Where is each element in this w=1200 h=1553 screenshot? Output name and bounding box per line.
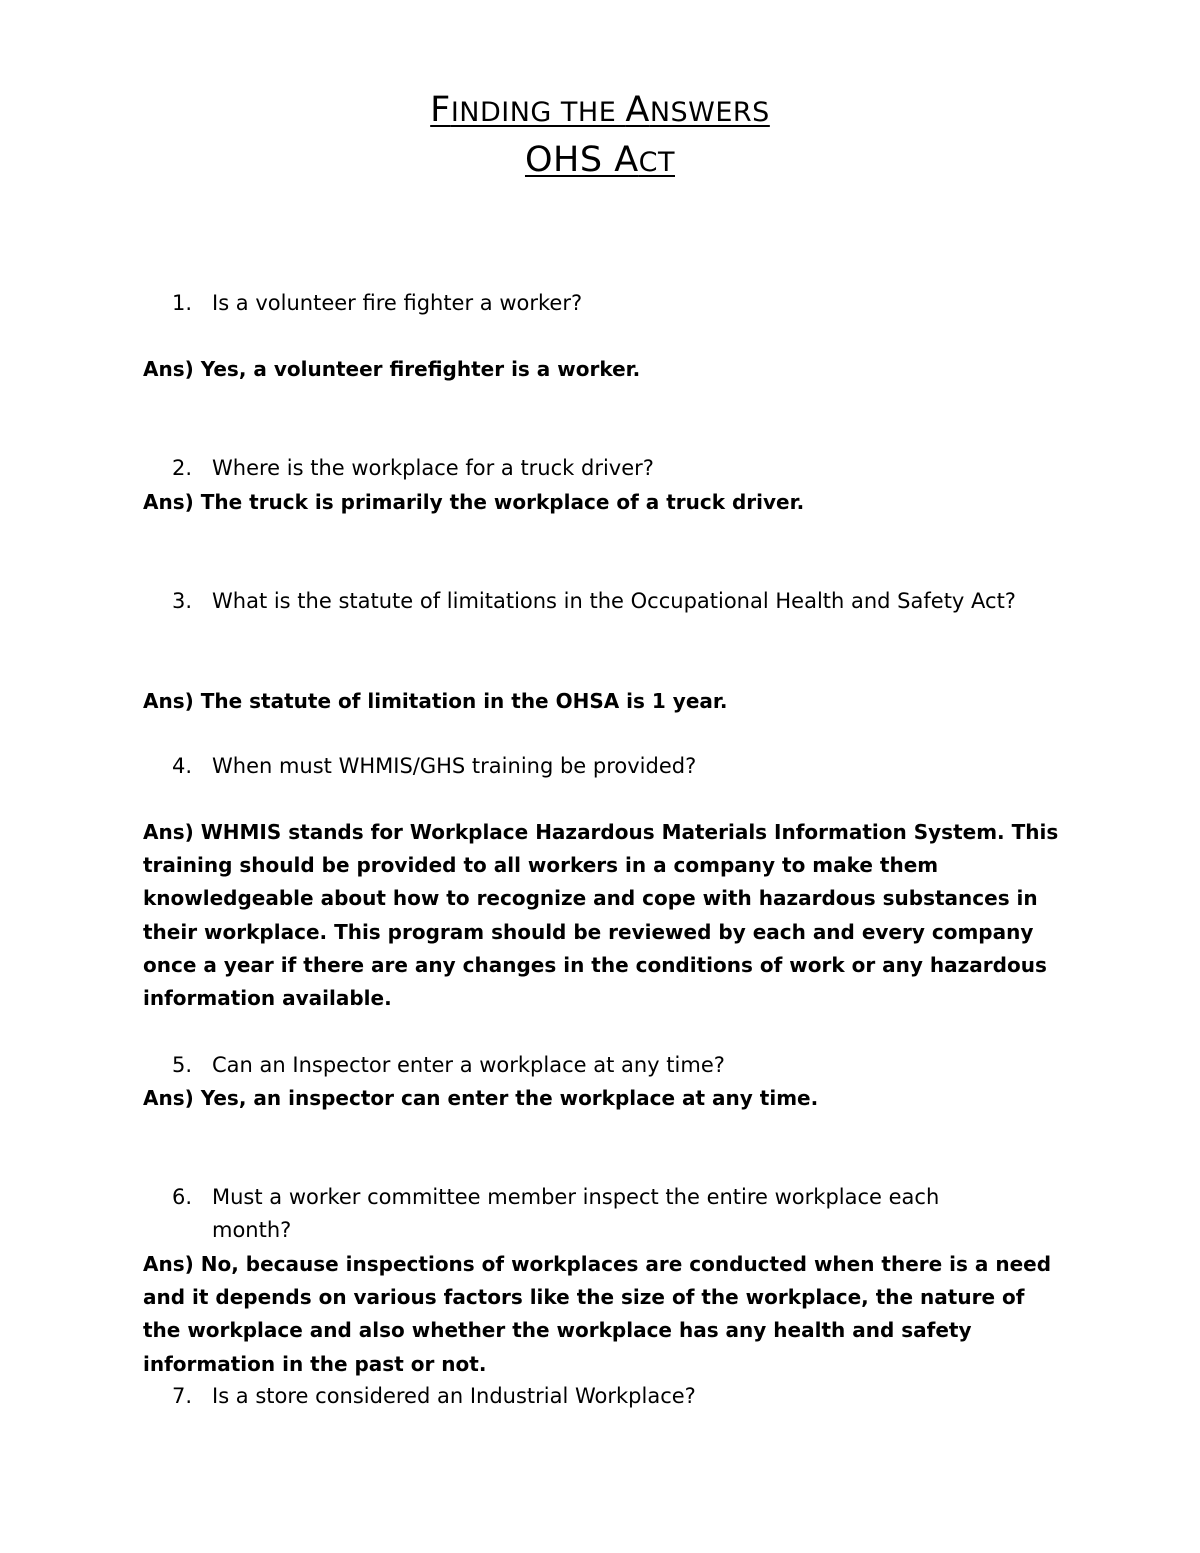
question-7 <box>172 1380 1032 1413</box>
question-text: Must a worker committee member inspect the entire workplace each month? <box>212 1185 940 1242</box>
document-title <box>0 88 1200 135</box>
title-initial-a: A <box>625 90 650 130</box>
answer-3: Ans) The statute of limitation in the OHSA is 1 year. <box>143 689 728 713</box>
title-initial-f: F <box>430 90 451 130</box>
title-text-nswers: NSWERS <box>649 97 770 128</box>
answer-4: Ans) WHMIS stands for Workplace Hazardous Materials Information System. This training should be provided to all workers in a company to make them knowledgeable about how to recognize and cope with hazardous substances in their workplace. This program should be reviewed by each and every company once a year if there are any changes in the conditions of work or any hazardous information available. <box>143 820 1059 1011</box>
question-text: Is a store considered an Industrial Workplace? <box>212 1384 696 1408</box>
answer-1: Ans) Yes, a volunteer firefighter is a worker. <box>143 357 641 381</box>
question-text: When must WHMIS/GHS training be provided? <box>212 754 697 778</box>
answer-5: Ans) Yes, an inspector can enter the workplace at any time. <box>143 1086 819 1110</box>
question-number: 6. <box>172 1185 193 1209</box>
question-text: Can an Inspector enter a workplace at any time? <box>212 1053 725 1077</box>
question-3 <box>172 585 1022 618</box>
question-1 <box>172 287 1032 320</box>
document-subtitle <box>0 138 1200 185</box>
question-4 <box>172 750 1032 783</box>
question-number: 4. <box>172 754 193 778</box>
answer-6: Ans) No, because inspections of workplaces are conducted when there is a need and it depends on various factors like the size of the workplace, the nature of the workplace and also whether the workplace has any health and safety information in the past or not. <box>143 1252 1052 1376</box>
subtitle-small-caps: CT <box>638 147 675 178</box>
question-number: 1. <box>172 291 193 315</box>
answer-2: Ans) The truck is primarily the workplace of a truck driver. <box>143 490 805 514</box>
question-text: Is a volunteer fire fighter a worker? <box>212 291 583 315</box>
title-text-inding-the: INDING THE <box>450 97 626 128</box>
question-6 <box>172 1181 1012 1247</box>
question-number: 2. <box>172 456 193 480</box>
question-text: What is the statute of limitations in the Occupational Health and Safety Act? <box>212 589 1016 613</box>
question-text: Where is the workplace for a truck driver? <box>212 456 654 480</box>
question-5 <box>172 1049 1032 1082</box>
question-2 <box>172 452 1032 485</box>
question-number: 7. <box>172 1384 193 1408</box>
subtitle-main: OHS A <box>524 140 639 180</box>
question-number: 3. <box>172 589 193 613</box>
question-number: 5. <box>172 1053 193 1077</box>
